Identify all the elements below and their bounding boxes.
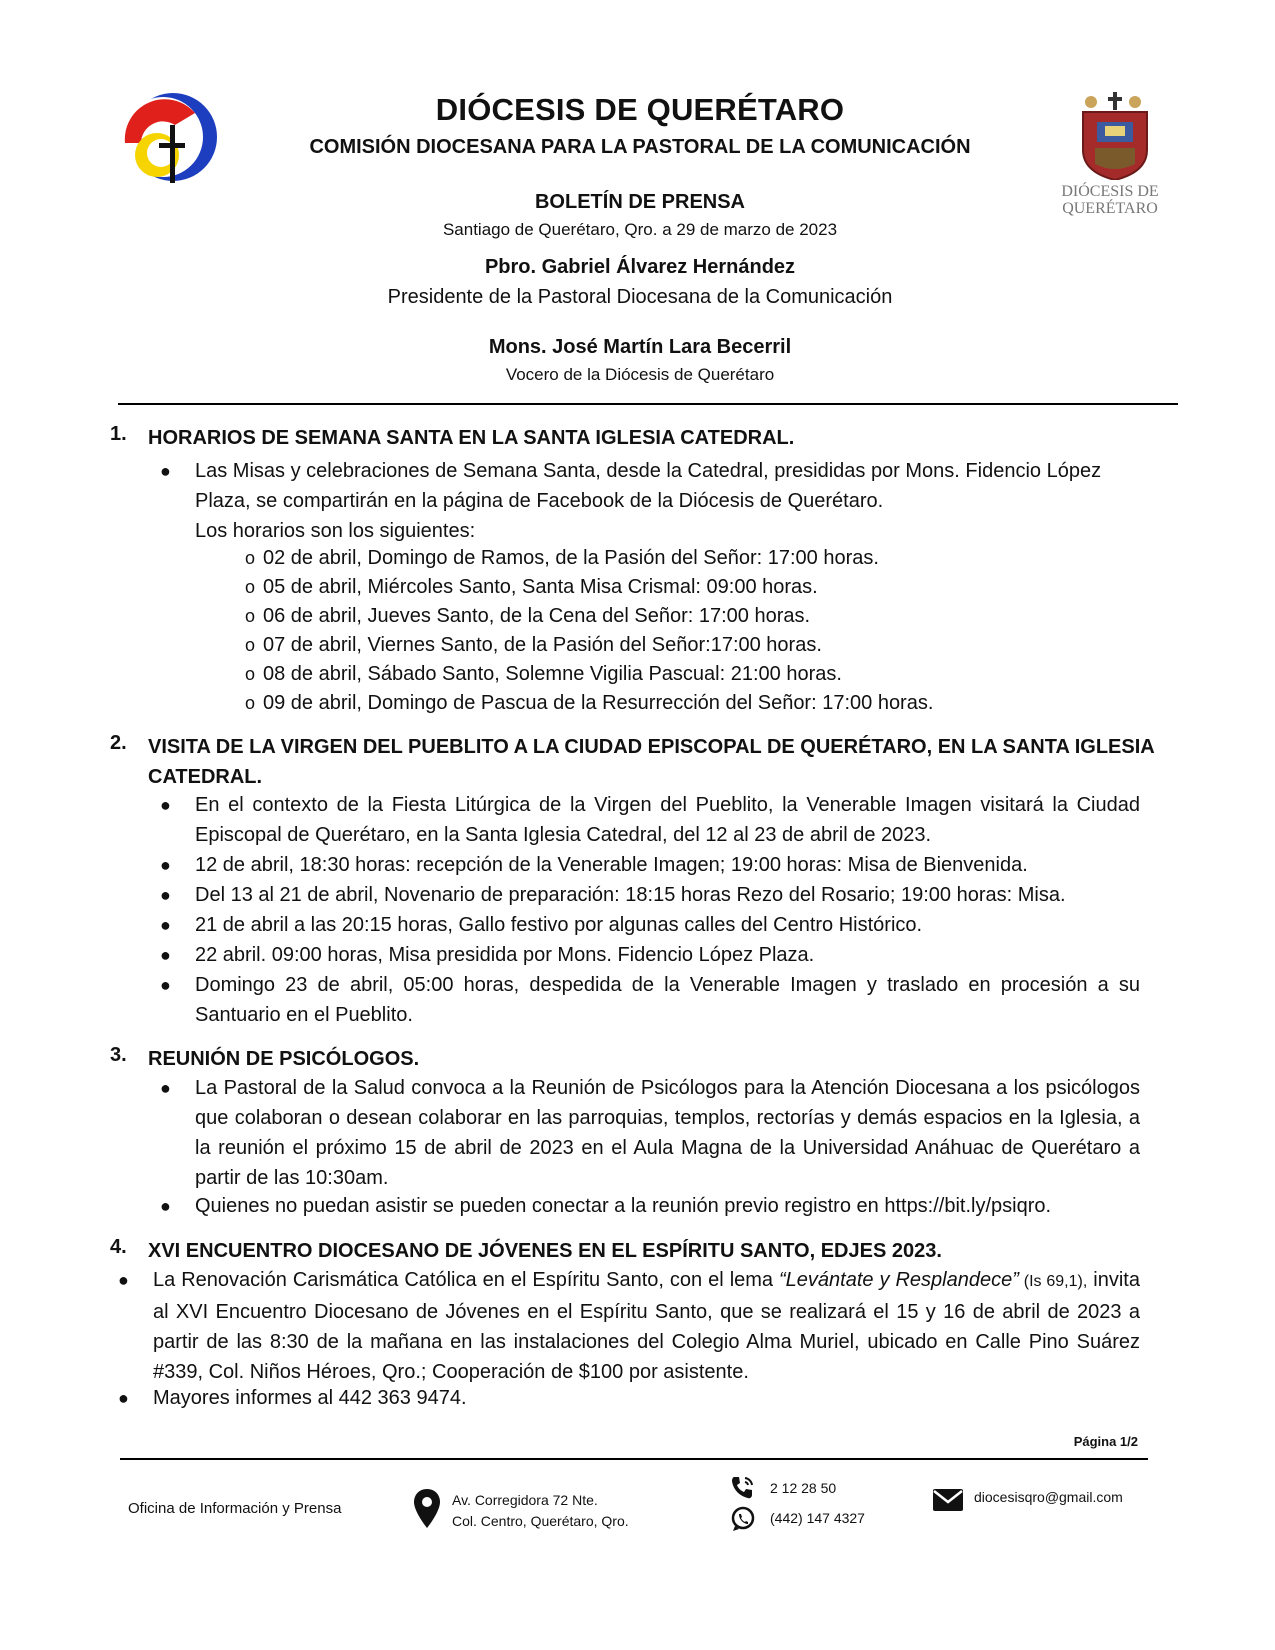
phone-icon bbox=[728, 1474, 756, 1502]
schedule-item: o 06 de abril, Jueves Santo, de la Cena del Señor: 17:00 horas. bbox=[245, 605, 811, 627]
person1-role: Presidente de la Pastoral Diocesana de la Comunicación bbox=[387, 286, 893, 308]
section-title: XVI ENCUENTRO DIOCESANO DE JÓVENES EN EL ESPÍRITU SANTO, EDJES 2023. bbox=[148, 1240, 942, 1262]
diocese-seal bbox=[1055, 92, 1165, 217]
intro-line-2: Plaza, se compartirán en la página de Facebook de la Diócesis de Querétaro. bbox=[195, 490, 884, 512]
communication-logo bbox=[115, 85, 225, 195]
schedule-item: o 02 de abril, Domingo de Ramos, de la Pasión del Señor: 17:00 horas. bbox=[245, 547, 879, 569]
schedule-item: o 05 de abril, Miércoles Santo, Santa Misa Crismal: 09:00 horas. bbox=[245, 576, 818, 598]
section-number: 4. bbox=[110, 1236, 127, 1258]
section-number: 3. bbox=[110, 1044, 127, 1066]
map-pin-icon bbox=[412, 1488, 442, 1530]
bulletin-heading: BOLETÍN DE PRENSA bbox=[534, 191, 746, 213]
page-title: DIÓCESIS DE QUERÉTARO bbox=[435, 92, 845, 127]
schedule-item: o 09 de abril, Domingo de Pascua de la Resurrección del Señor: 17:00 horas. bbox=[245, 692, 934, 714]
footer-divider bbox=[120, 1458, 1148, 1460]
date-line: Santiago de Querétaro, Qro. a 29 de marzo de 2023 bbox=[442, 220, 838, 239]
office-name: Oficina de Información y Prensa bbox=[128, 1500, 342, 1517]
section-title: HORARIOS DE SEMANA SANTA EN LA SANTA IGLESIA CATEDRAL. bbox=[148, 427, 795, 449]
phone-number: 2 12 28 50 bbox=[770, 1480, 837, 1496]
section-title: REUNIÓN DE PSICÓLOGOS. bbox=[148, 1048, 420, 1070]
section-number: 2. bbox=[110, 732, 127, 754]
section-number: 1. bbox=[110, 423, 127, 445]
envelope-icon bbox=[932, 1488, 964, 1512]
page-number: Página 1/2 bbox=[1073, 1434, 1138, 1449]
intro-line-1: Las Misas y celebraciones de Semana Santa, desde la Catedral, presididas por Mons. Fidencio López bbox=[195, 460, 1102, 482]
address: Av. Corregidora 72 Nte. Col. Centro, Querétaro, Qro. bbox=[452, 1492, 629, 1529]
email-address: diocesisqro@gmail.com bbox=[974, 1489, 1123, 1505]
schedule-item: o 07 de abril, Viernes Santo, de la Pasión del Señor:17:00 horas. bbox=[245, 634, 822, 656]
commission-subtitle: COMISIÓN DIOCESANA PARA LA PASTORAL DE LA COMUNICACIÓN bbox=[309, 136, 971, 158]
whatsapp-number: (442) 147 4327 bbox=[770, 1510, 865, 1526]
section-title-line-1: VISITA DE LA VIRGEN DEL PUEBLITO A LA CIUDAD EPISCOPAL DE QUERÉTARO, EN LA SANTA IGLESIA bbox=[148, 736, 1155, 758]
header-divider bbox=[118, 403, 1178, 405]
schedule-item: o 08 de abril, Sábado Santo, Solemne Vigilia Pascual: 21:00 horas. bbox=[245, 663, 842, 685]
person1-name: Pbro. Gabriel Álvarez Hernández bbox=[484, 256, 796, 278]
intro-line-3: Los horarios son los siguientes: bbox=[195, 520, 476, 542]
person2-role: Vocero de la Diócesis de Querétaro bbox=[505, 365, 775, 384]
whatsapp-icon bbox=[730, 1506, 756, 1532]
seal-text-1: DIÓCESIS DE bbox=[1061, 183, 1159, 200]
person2-name: Mons. José Martín Lara Becerril bbox=[488, 336, 792, 358]
motto: “Levántate y Resplandece” bbox=[779, 1269, 1019, 1291]
section-title-line-2: CATEDRAL. bbox=[148, 766, 263, 788]
seal-text-2: QUERÉTARO bbox=[1062, 200, 1158, 217]
